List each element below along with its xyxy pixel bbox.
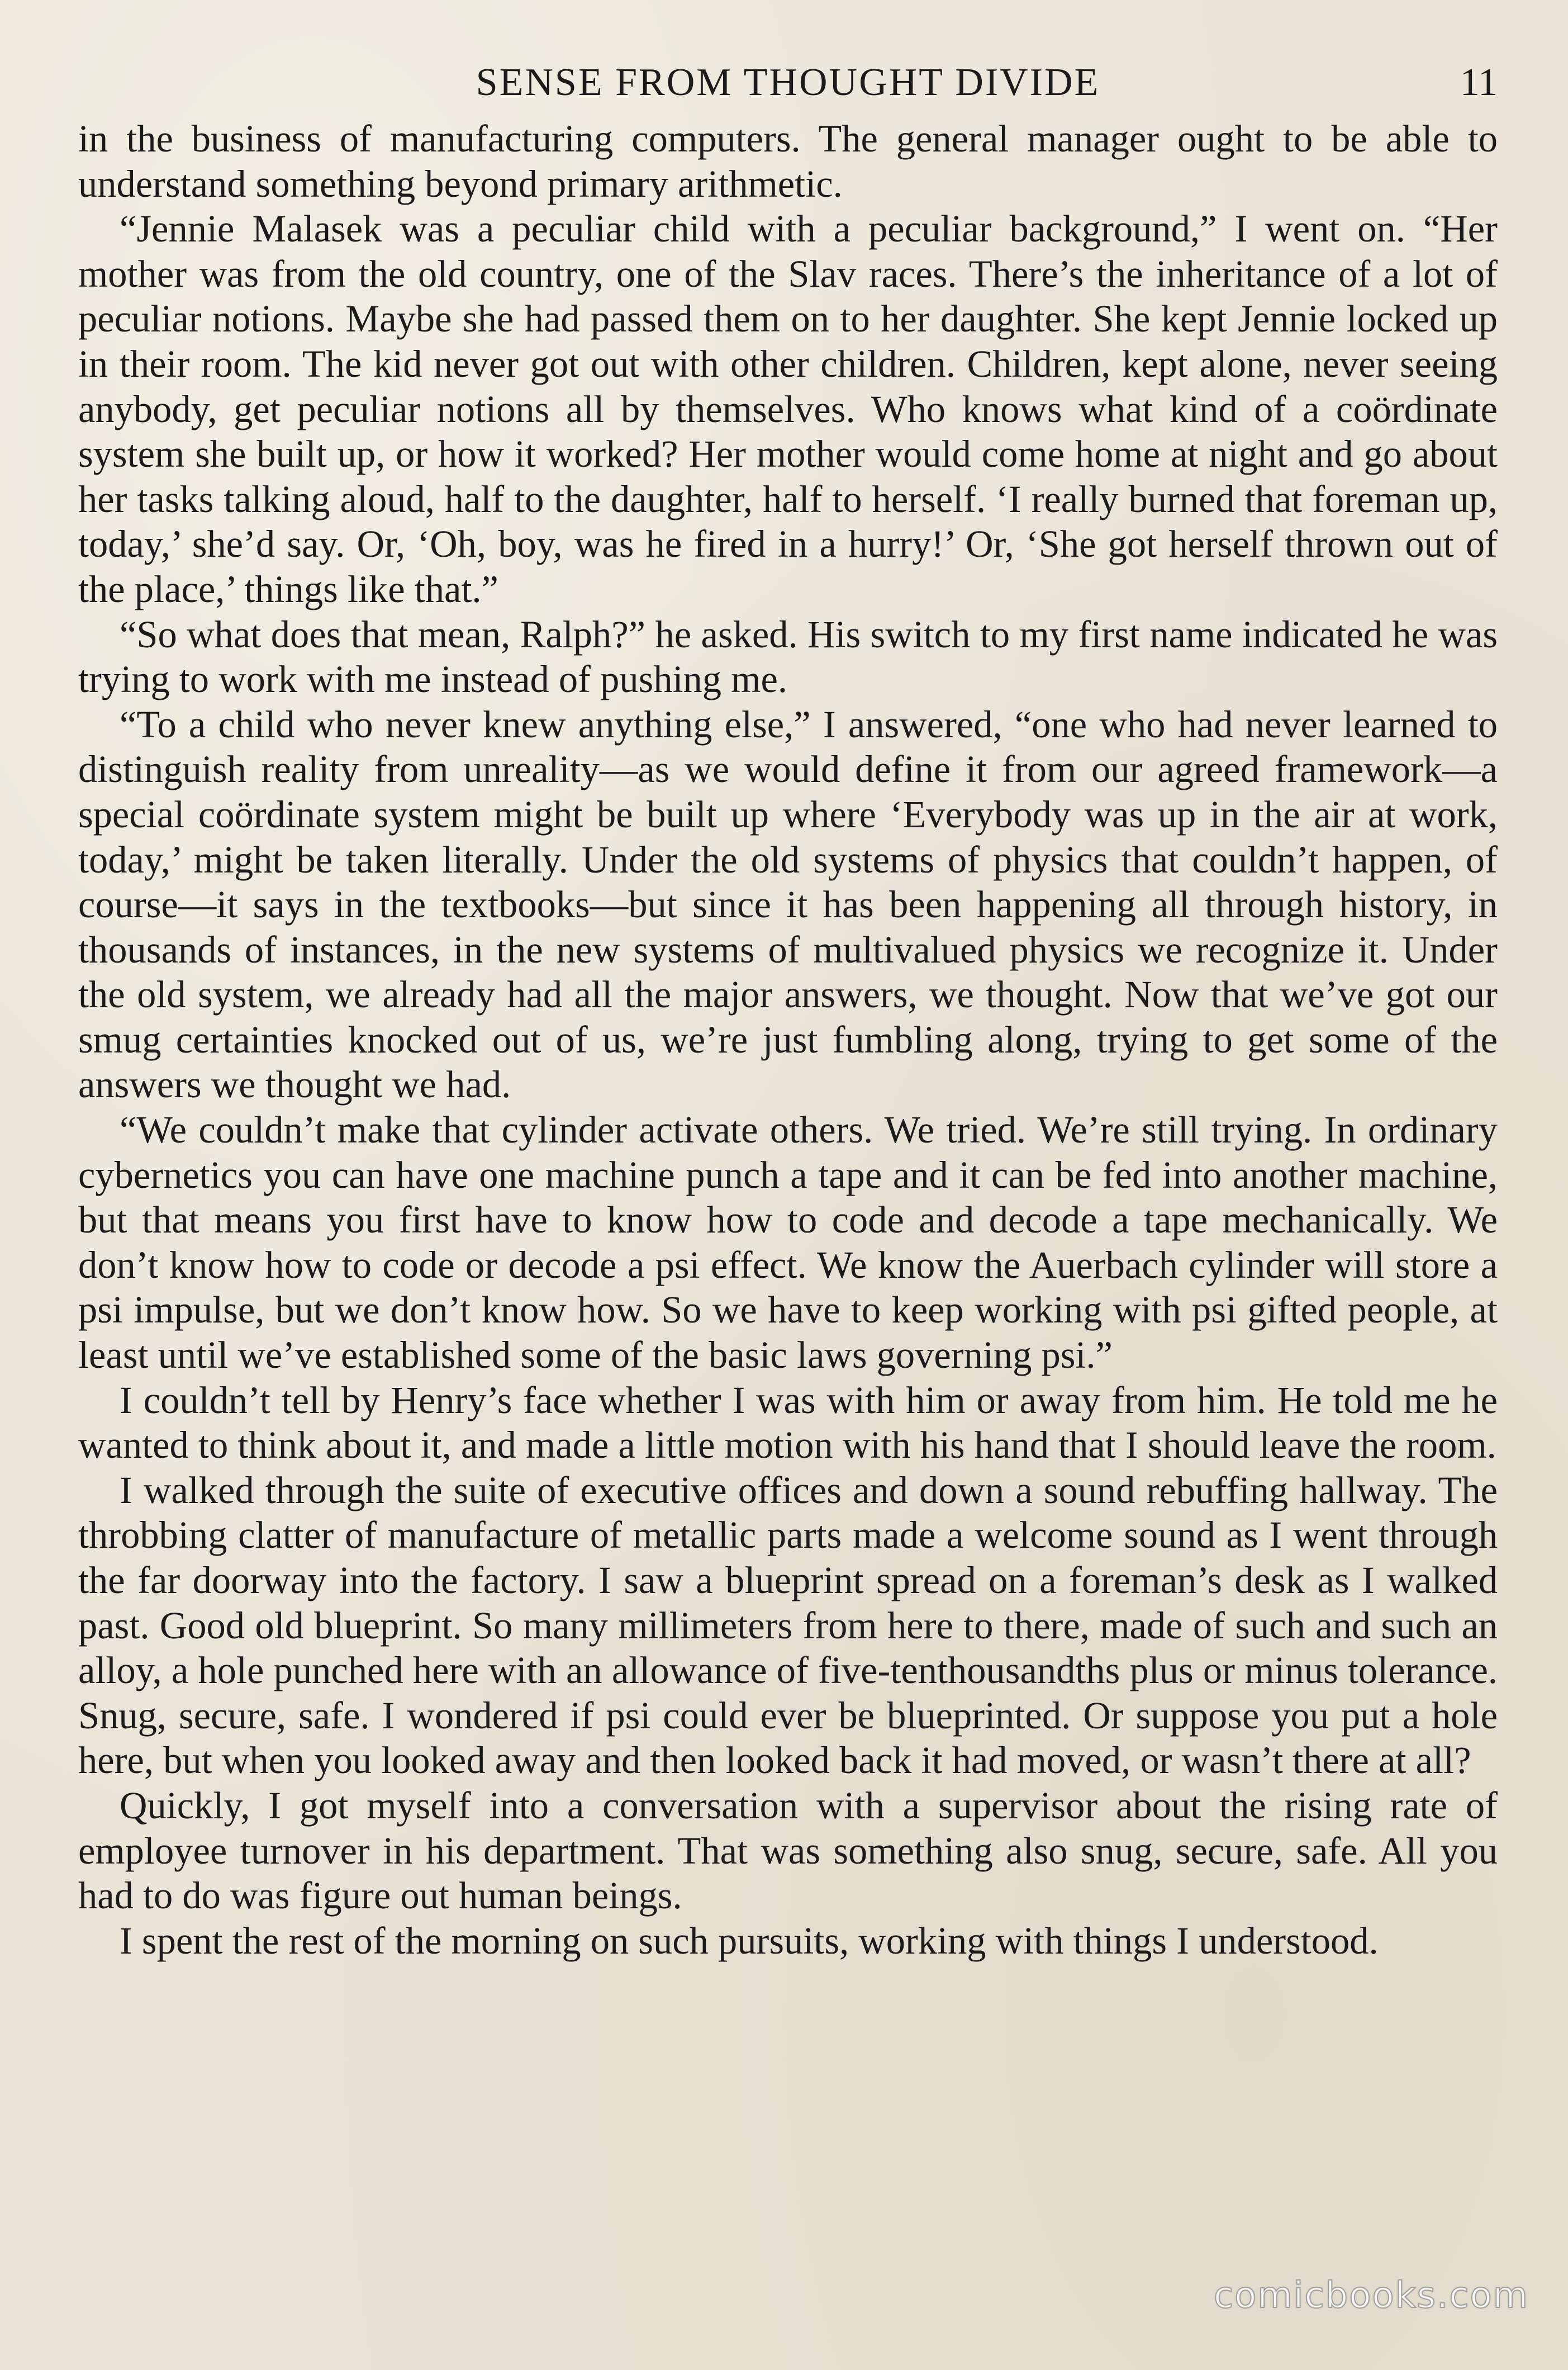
running-head xyxy=(78,60,1498,105)
paragraph-2: “Jennie Malasek was a peculiar child with a peculiar background,” I went on. “Her mother was from the old country, one of the Slav races. There’s the inheritance of a lot of peculiar notions. Maybe she had passed them on to her daughter. She kept Jennie locked up in their room. The kid never got out with other children. Children, kept alone, never seeing anybody, get peculiar notions all by themselves. Who knows what kind of a coördinate system she built up, or how it worked? Her mother would come home at night and go about her tasks talking aloud, half to the daughter, half to herself. ‘I really burned that foreman up, today,’ she’d say. Or, ‘Oh, boy, was he fired in a hurry!’ Or, ‘She got herself thrown out of the place,’ things like that.” xyxy=(78,207,1498,610)
paragraph-8: Quickly, I got myself into a conversation with a supervisor about the rising rate of employee turnover in his department. That was something also snug, secure, safe. All you had to do was figure out human beings. xyxy=(78,1784,1498,1917)
paragraph-9: I spent the rest of the morning on such pursuits, working with things I understood. xyxy=(120,1919,1379,1962)
paragraph-1: in the business of manufacturing computers. The general manager ought to be able to understand something beyond primary arithmetic. xyxy=(78,117,1498,205)
paragraph-5: “We couldn’t make that cylinder activate others. We tried. We’re still trying. In ordinary cybernetics you can have one machine punch a tape and it can be fed into another machine, but that means you first have to know how to code and decode a tape mechanically. We don’t know how to code or decode a psi effect. We know the Auerbach cylinder will store a psi impulse, but we don’t know how. So we have to keep working with psi gifted people, at least until we’ve established some of the basic laws governing psi.” xyxy=(78,1108,1498,1377)
paragraph-7: I walked through the suite of executive offices and down a sound rebuffing hallway. The throbbing clatter of manufacture of metallic parts made a welcome sound as I went through the far doorway into the factory. I saw a blueprint spread on a foreman’s desk as I walked past. Good old blueprint. So many millimeters from here to there, made of such and such an alloy, a hole punched here with an allowance of five-tenthousandths plus or minus tolerance. Snug, secure, safe. I wondered if psi could ever be blueprinted. Or suppose you put a hole here, but when you looked away and then looked back it had moved, or wasn’t there at all? xyxy=(78,1468,1498,1782)
body-text xyxy=(78,116,1498,1963)
paragraph-4: “To a child who never knew anything else,” I answered, “one who had never learned to distinguish reality from unreality—as we would define it from our agreed framework—a special coördinate system might be built up where ‘Everybody was up in the air at work, today,’ might be taken literally. Under the old systems of physics that couldn’t happen, of course—it says in the textbooks—but since it has been happening all through history, in thousands of instances, in the new systems of multivalued physics we recognize it. Under the old system, we already had all the major answers, we thought. Now that we’ve got our smug certainties knocked out of us, we’re just fumbling along, trying to get some of the answers we thought we had. xyxy=(78,703,1498,1106)
page-number: 11 xyxy=(1460,61,1498,104)
book-page xyxy=(78,60,1498,2341)
paragraph-6: I couldn’t tell by Henry’s face whether I was with him or away from him. He told me he wanted to think about it, and made a little motion with his hand that I should leave the room. xyxy=(78,1378,1498,1467)
running-title: SENSE FROM THOUGHT DIVIDE xyxy=(476,61,1100,104)
paragraph-3: “So what does that mean, Ralph?” he asked. His switch to my first name indicated he was trying to work with me instead of pushing me. xyxy=(78,613,1498,701)
watermark: comicbooks.com xyxy=(1213,2275,1529,2316)
